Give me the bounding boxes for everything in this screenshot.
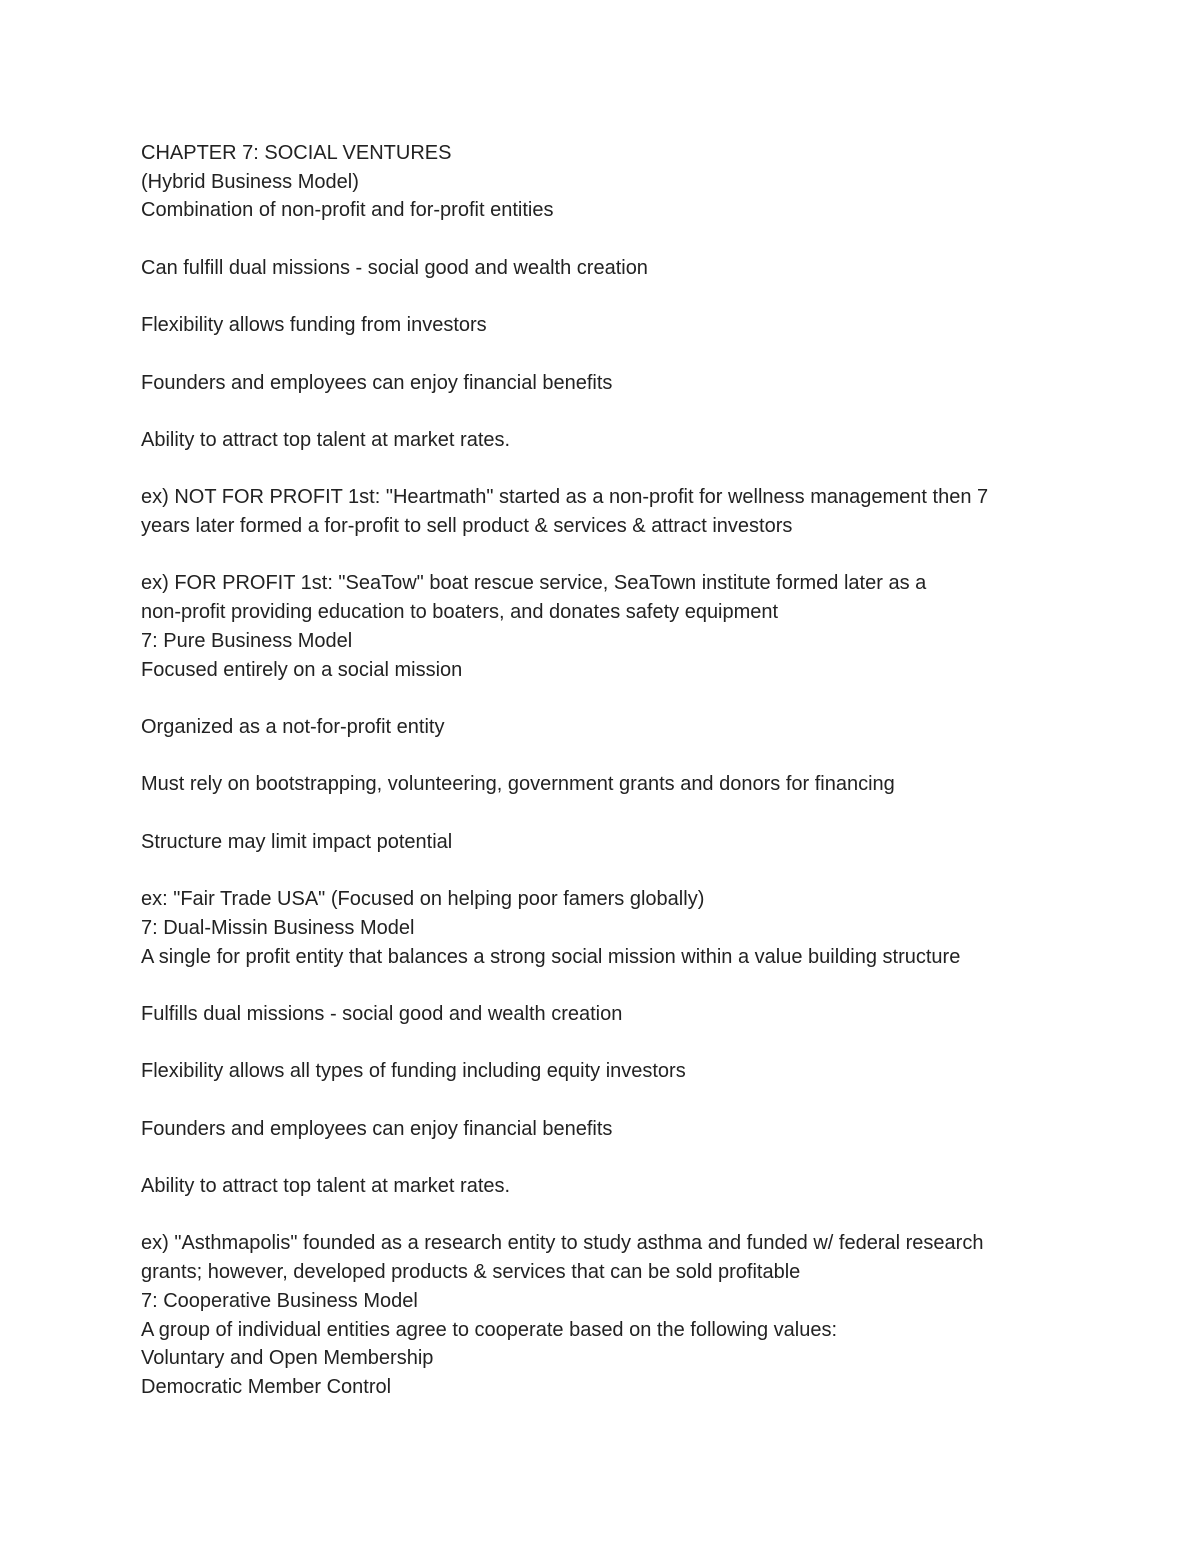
text-line: Flexibility allows funding from investors xyxy=(141,314,487,337)
text-line: ex) NOT FOR PROFIT 1st: "Heartmath" started as a non-profit for wellness management then 7 xyxy=(141,486,989,509)
blank-line xyxy=(141,684,1081,713)
text-line: Voluntary and Open Membership xyxy=(141,1347,434,1370)
blank-line xyxy=(141,225,1081,254)
document-body xyxy=(141,139,1081,1402)
blank-line xyxy=(141,397,1081,426)
text-line: grants; however, developed products & services that can be sold profitable xyxy=(141,1261,801,1284)
text-line: Structure may limit impact potential xyxy=(141,830,453,853)
text-line: Fulfills dual missions - social good and wealth creation xyxy=(141,1002,623,1025)
blank-line xyxy=(141,1143,1081,1172)
blank-line xyxy=(141,455,1081,484)
text-line: 7: Cooperative Business Model xyxy=(141,1289,418,1312)
blank-line xyxy=(141,742,1081,771)
text-line: ex) FOR PROFIT 1st: "SeaTow" boat rescue service, SeaTown institute formed later as a xyxy=(141,572,927,595)
text-line: CHAPTER 7: SOCIAL VENTURES xyxy=(141,142,452,164)
text-line: A single for profit entity that balances a strong social mission within a value building structure xyxy=(141,945,961,968)
text-line: Founders and employees can enjoy financial benefits xyxy=(141,371,613,394)
blank-line xyxy=(141,971,1081,1000)
text-line: Organized as a not-for-profit entity xyxy=(141,715,445,738)
blank-line xyxy=(141,799,1081,828)
text-line: A group of individual entities agree to cooperate based on the following values: xyxy=(141,1318,838,1341)
blank-line xyxy=(141,1201,1081,1230)
text-line: Flexibility allows all types of funding including equity investors xyxy=(141,1060,686,1083)
blank-line xyxy=(141,340,1081,369)
text-line: Can fulfill dual missions - social good and wealth creation xyxy=(141,256,648,279)
text-line: Ability to attract top talent at market rates. xyxy=(141,428,511,451)
text-line: Focused entirely on a social mission xyxy=(141,658,463,681)
text-line: Democratic Member Control xyxy=(141,1376,392,1398)
blank-line xyxy=(141,856,1081,885)
text-line: ex) "Asthmapolis" founded as a research entity to study asthma and funded w/ federal research xyxy=(141,1232,984,1255)
blank-line xyxy=(141,541,1081,570)
text-line: Must rely on bootstrapping, volunteering, government grants and donors for financing xyxy=(141,773,895,796)
text-line: ex: "Fair Trade USA" (Focused on helping poor famers globally) xyxy=(141,888,705,911)
blank-line xyxy=(141,283,1081,312)
text-line: Founders and employees can enjoy financial benefits xyxy=(141,1117,613,1140)
text-line: 7: Dual-Missin Business Model xyxy=(141,916,415,939)
text-line: Ability to attract top talent at market rates. xyxy=(141,1175,511,1198)
blank-line xyxy=(141,1086,1081,1115)
text-line: (Hybrid Business Model) xyxy=(141,170,359,193)
text-line: Combination of non-profit and for-profit entities xyxy=(141,199,554,222)
blank-line xyxy=(141,1029,1081,1058)
text-line: non-profit providing education to boaters, and donates safety equipment xyxy=(141,601,779,624)
text-line: 7: Pure Business Model xyxy=(141,629,353,652)
text-line: years later formed a for-profit to sell product & services & attract investors xyxy=(141,515,793,538)
